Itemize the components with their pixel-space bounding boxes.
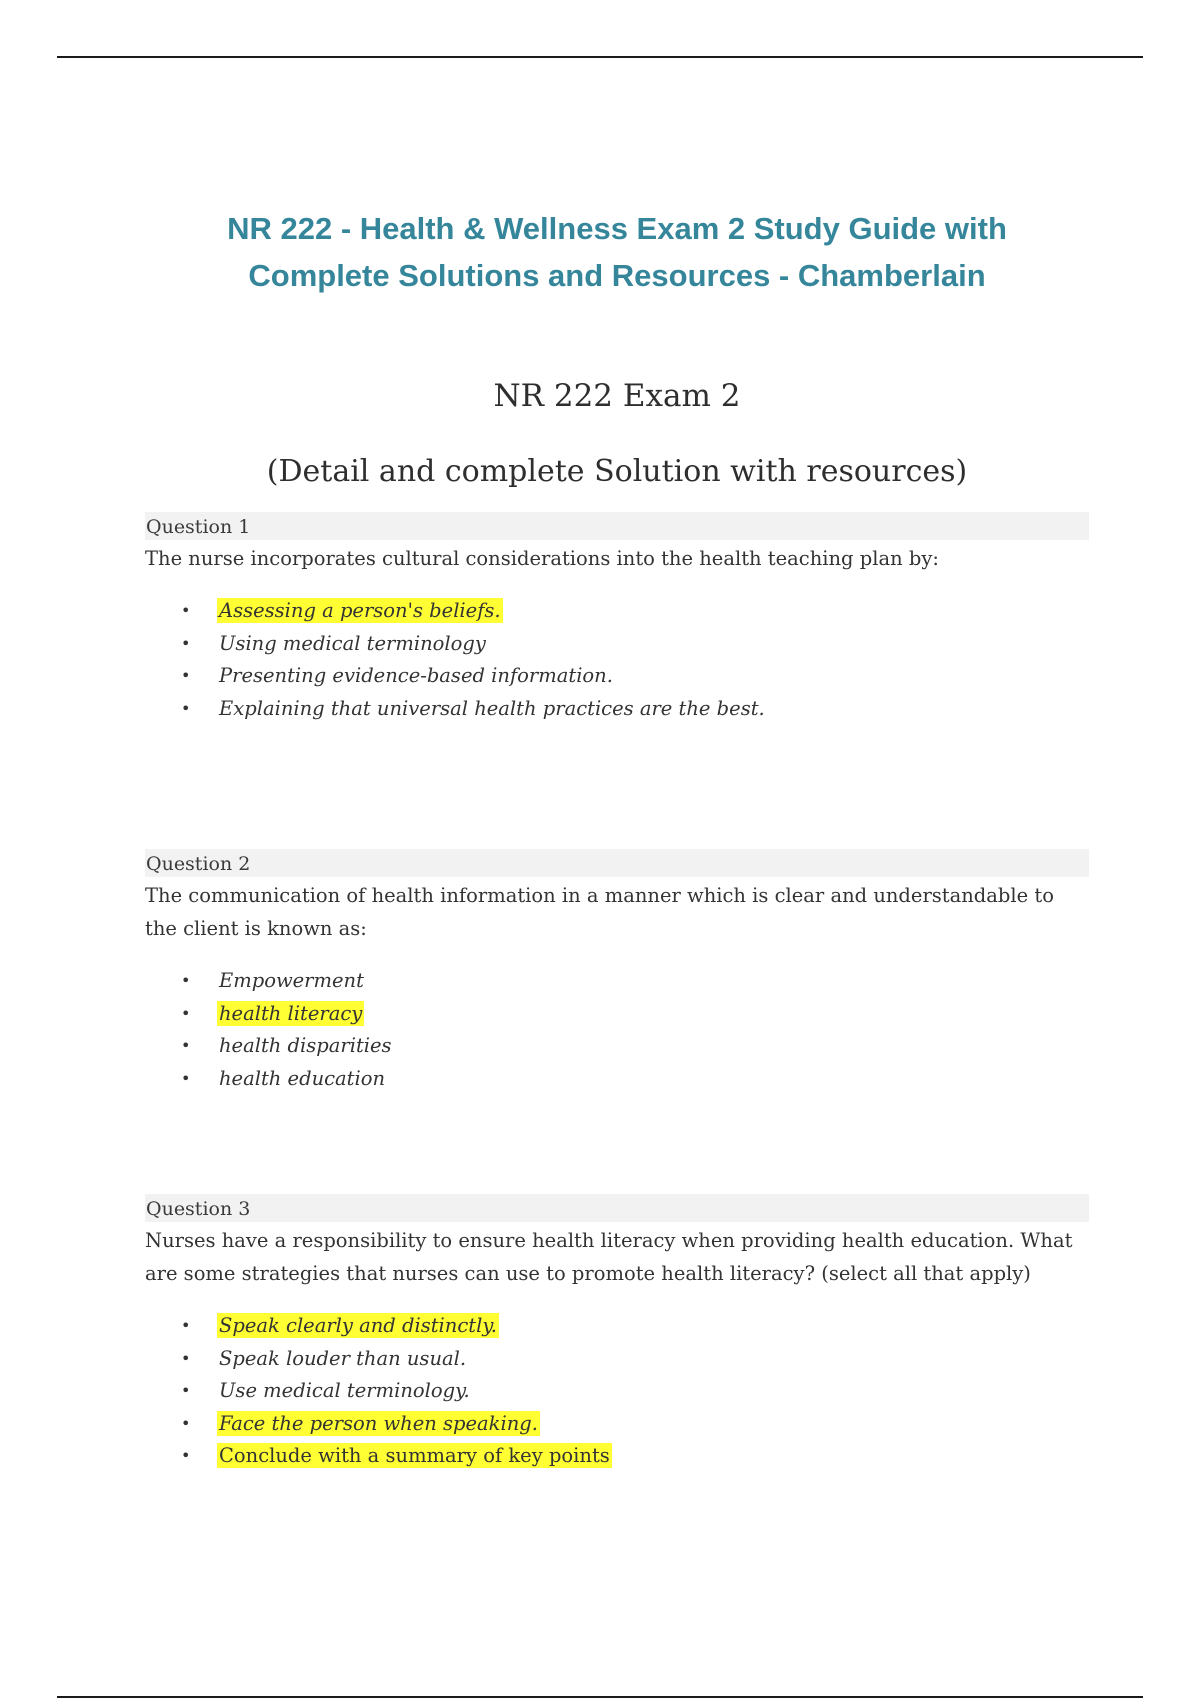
option-text: Conclude with a summary of key points [219, 1444, 610, 1467]
option-text: health literacy [219, 1001, 363, 1025]
answer-options [145, 965, 1089, 1095]
bullet-icon: • [181, 698, 191, 718]
option-text: Speak louder than usual. [219, 1346, 467, 1370]
document-title [100, 205, 1134, 299]
exam-subheading: (Detail and complete Solution with resources) [266, 454, 968, 489]
option-text: Face the person when speaking. [219, 1411, 538, 1435]
answer-option [145, 660, 1089, 693]
title-line-1: NR 222 - Health & Wellness Exam 2 Study Guide with [227, 211, 1007, 246]
question-1 [145, 512, 1089, 725]
answer-option [145, 628, 1089, 661]
title-line-2: Complete Solutions and Resources - Chamberlain [248, 258, 986, 293]
answer-option [145, 595, 1089, 628]
question-label: Question 2 [145, 849, 1089, 877]
option-text: Presenting evidence-based information. [219, 664, 613, 687]
question-text: Nurses have a responsibility to ensure health literacy when providing health education. What are some strategies that nurses can use to promote health literacy? (select all that apply) [145, 1229, 1073, 1285]
question-label: Question 1 [145, 512, 1089, 540]
option-text: Empowerment [219, 969, 364, 992]
bullet-icon: • [181, 666, 191, 685]
answer-options [145, 595, 1089, 725]
answer-option [145, 1030, 1089, 1063]
question-text: The communication of health information in a manner which is clear and understandable to the client is known as: [145, 884, 1054, 940]
bullet-icon: • [181, 1036, 191, 1055]
exam-heading: NR 222 Exam 2 [493, 378, 741, 414]
answer-option [145, 1310, 1089, 1343]
question-label: Question 3 [145, 1194, 1089, 1222]
option-text: Assessing a person's beliefs. [219, 599, 501, 622]
option-text: Use medical terminology. [219, 1379, 470, 1402]
bullet-icon: • [181, 1003, 191, 1023]
question-2 [145, 849, 1089, 1095]
question-3 [145, 1194, 1089, 1473]
answer-option [145, 965, 1089, 998]
bullet-icon: • [181, 1446, 191, 1465]
bullet-icon: • [181, 1068, 191, 1088]
top-divider [57, 56, 1143, 58]
bullet-icon: • [181, 601, 191, 620]
option-text: Speak clearly and distinctly. [219, 1314, 497, 1337]
answer-option [145, 1375, 1089, 1408]
option-text: health disparities [219, 1034, 392, 1057]
option-text: health education [219, 1066, 386, 1090]
answer-option [145, 1343, 1089, 1376]
bullet-icon: • [181, 1413, 191, 1433]
bullet-icon: • [181, 633, 191, 653]
bullet-icon: • [181, 1316, 191, 1335]
bullet-icon: • [181, 1348, 191, 1368]
answer-option [145, 998, 1089, 1031]
answer-option [145, 1408, 1089, 1441]
option-text: Using medical terminology [219, 631, 486, 655]
bullet-icon: • [181, 1381, 191, 1400]
bullet-icon: • [181, 971, 191, 990]
option-text: Explaining that universal health practices are the best. [219, 696, 765, 720]
answer-option [145, 1440, 1089, 1473]
question-text: The nurse incorporates cultural considerations into the health teaching plan by: [145, 547, 939, 570]
answer-option [145, 1063, 1089, 1096]
answer-options [145, 1310, 1089, 1473]
bottom-divider [57, 1696, 1143, 1698]
answer-option [145, 693, 1089, 726]
